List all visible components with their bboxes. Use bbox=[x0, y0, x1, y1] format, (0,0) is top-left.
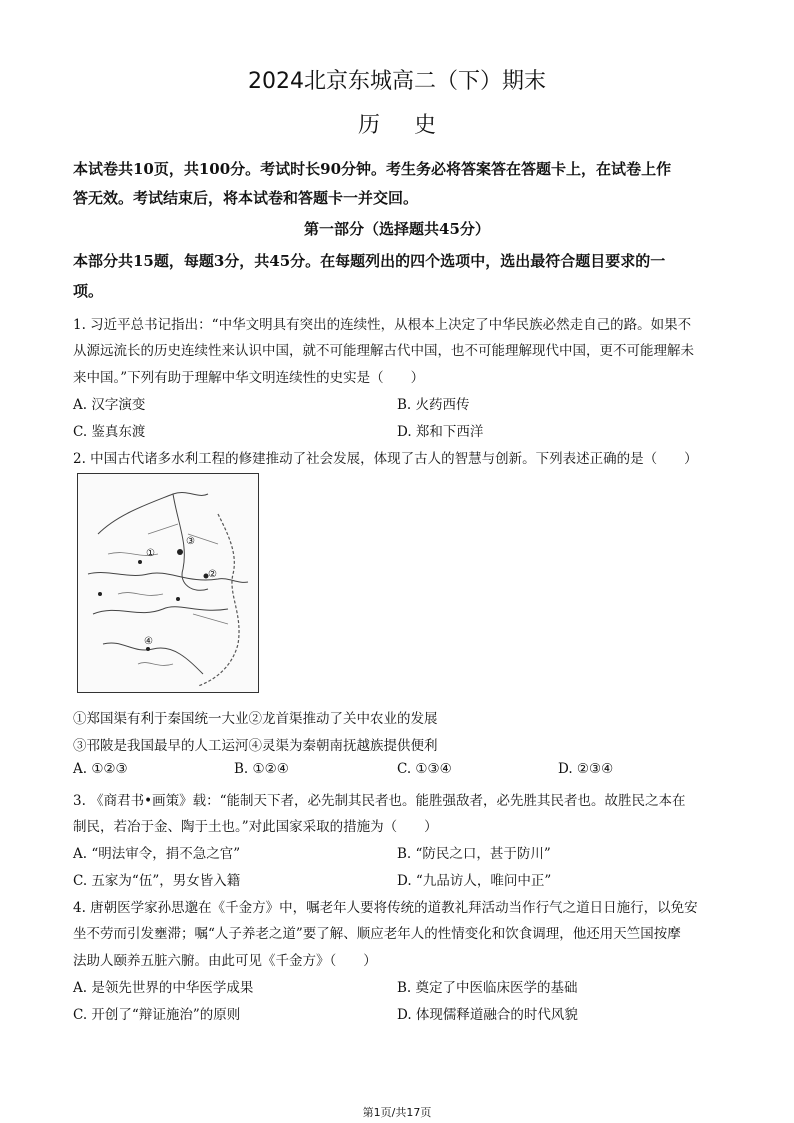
q1-stem-line-2: 从源远流长的历史连续性来认识中国，就不可能理解古代中国，也不可能理解现代中国，更不可能理解未 bbox=[73, 343, 694, 359]
q4-option-b: B. 奠定了中医临床医学的基础 bbox=[397, 980, 578, 996]
q4-option-a: A. 是领先世界的中华医学成果 bbox=[73, 980, 254, 996]
map-marker-2: ② bbox=[208, 569, 217, 580]
instructions-line-1: 本试卷共10页，共100分。考试时长90分钟。考生务必将答案答在答题卡上，在试卷上作 bbox=[73, 160, 672, 178]
page-footer: 第1页/共17页 bbox=[362, 1106, 432, 1119]
page-title: 2024北京东城高二（下）期末 bbox=[248, 69, 546, 94]
map-marker-1: ① bbox=[146, 548, 155, 559]
q3-stem-line-1: 3. 《商君书•画策》载：“能制天下者，必先制其民者也。能胜强敌者，必先胜其民者也。故胜民之本在 bbox=[73, 793, 686, 809]
q1-stem-line-1: 1. 习近平总书记指出：“中华文明具有突出的连续性，从根本上决定了中华民族必然走自己的路。如果不 bbox=[73, 317, 692, 333]
map-marker-4: ④ bbox=[144, 636, 153, 647]
q2-option-a: A. ①②③ bbox=[73, 761, 128, 777]
q3-option-b: B. “防民之口，甚于防川” bbox=[397, 846, 551, 862]
q3-option-c: C. 五家为“伍”，男女皆入籍 bbox=[73, 873, 241, 889]
q2-stem-line-1: 2. 中国古代诸多水利工程的修建推动了社会发展，体现了古人的智慧与创新。下列表述正确的是（ ） bbox=[73, 451, 698, 467]
subject-title: 历史 bbox=[357, 113, 470, 138]
section-title: 第一部分（选择题共45分） bbox=[304, 220, 490, 238]
q2-option-d: D. ②③④ bbox=[558, 761, 614, 777]
q3-option-d: D. “九品访人，唯问中正” bbox=[397, 873, 552, 889]
q2-statements-line-1: ①郑国渠有利于秦国统一大业②龙首渠推动了关中农业的发展 bbox=[73, 711, 438, 727]
q3-option-a: A. “明法审令，捐不急之官” bbox=[73, 846, 241, 862]
section-desc-line-2: 项。 bbox=[73, 282, 104, 300]
q2-option-c: C. ①③④ bbox=[397, 761, 452, 777]
q4-stem-line-1: 4. 唐朝医学家孙思邈在《千金方》中，嘱老年人要将传统的道教礼拜活动当作行气之道日日施行，以免安 bbox=[73, 900, 698, 916]
q1-option-d: D. 郑和下西洋 bbox=[397, 424, 484, 440]
q4-option-c: C. 开创了“辩证施治”的原则 bbox=[73, 1007, 241, 1023]
water-conservancy-map bbox=[77, 473, 259, 693]
instructions-line-2: 答无效。考试结束后，将本试卷和答题卡一并交回。 bbox=[73, 189, 419, 207]
q2-option-b: B. ①②④ bbox=[234, 761, 289, 777]
q4-stem-line-3: 法助人颐养五脏六腑。由此可见《千金方》（ ） bbox=[73, 953, 377, 969]
q3-stem-line-2: 制民，若冶于金、陶于土也。”对此国家采取的措施为（ ） bbox=[73, 819, 438, 835]
q1-option-a: A. 汉字演变 bbox=[73, 397, 146, 413]
q2-statements-line-2: ③邗陂是我国最早的人工运河④灵渠为秦朝南抚越族提供便利 bbox=[73, 738, 438, 754]
q1-option-b: B. 火药西传 bbox=[397, 397, 470, 413]
q1-stem-line-3: 来中国。”下列有助于理解中华文明连续性的史实是（ ） bbox=[73, 370, 425, 386]
map-marker-3: ③ bbox=[186, 536, 195, 547]
map-drawing bbox=[78, 474, 258, 692]
section-desc-line-1: 本部分共15题，每题3分，共45分。在每题列出的四个选项中，选出最符合题目要求的一 bbox=[73, 252, 666, 270]
q1-option-c: C. 鉴真东渡 bbox=[73, 424, 146, 440]
q4-option-d: D. 体现儒释道融合的时代风貌 bbox=[397, 1007, 578, 1023]
q4-stem-line-2: 坐不劳而引发壅滞；嘱“人子养老之道”要了解、顺应老年人的性情变化和饮食调理，他还用天竺国按摩 bbox=[73, 926, 681, 942]
